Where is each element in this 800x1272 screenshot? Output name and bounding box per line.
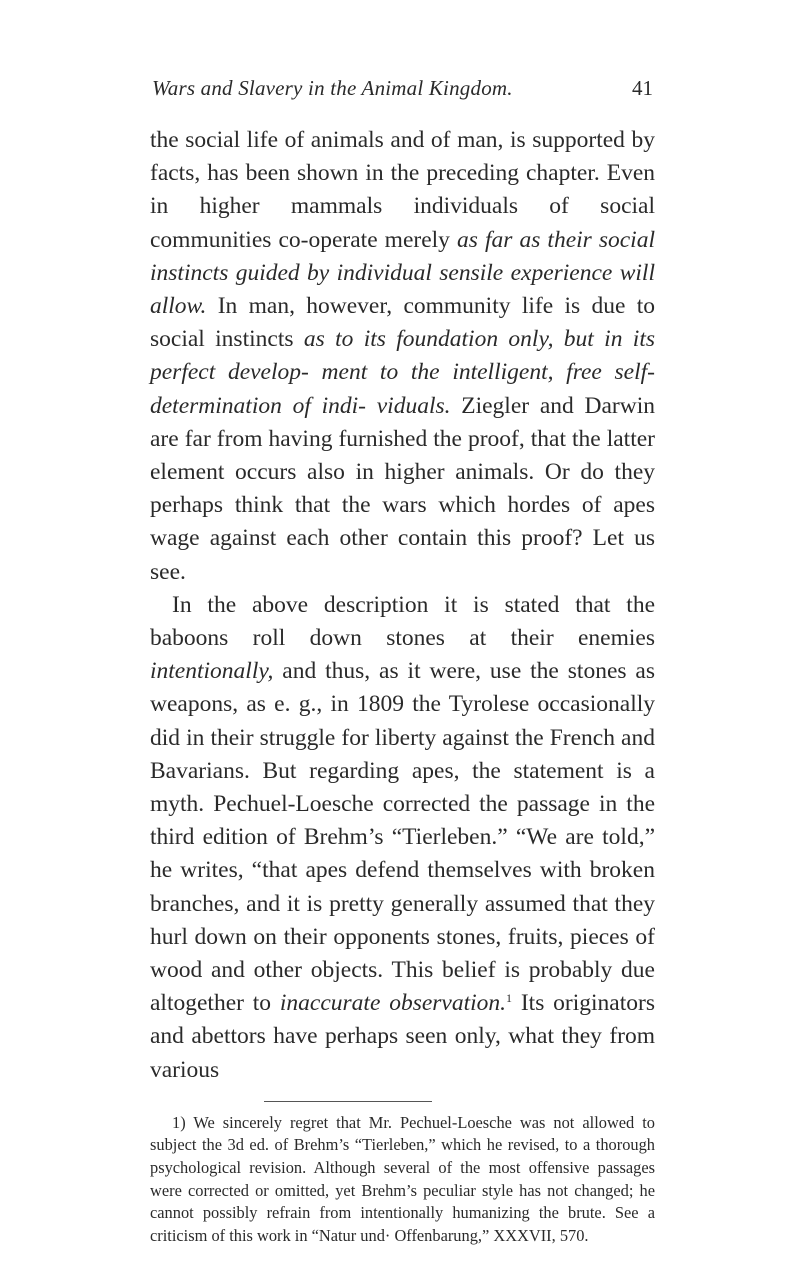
p1-text-2: In man, however, community life is due to social instincts (150, 293, 655, 353)
paragraph-2 (150, 589, 655, 1087)
p1-text-3: Ziegler and Darwin are far from having furnished the proof, that the latter element occurs also in higher animals. Or do they perhaps think that the wars which hordes of apes wage against each other contain this proof? Let us see. (150, 392, 655, 585)
body-text (150, 124, 655, 1087)
p1-italic-2: as to its foundation only, but in its perfect develop- ment to the intelligent, free self-determination of indi- viduals. (150, 326, 656, 419)
footnote-marker: 1) (172, 1112, 186, 1132)
p1-text-1: the social life of animals and of man, is supported by facts, has been shown in the preceding chapter. Even in higher mammals individuals of social communities co-operate merely (150, 127, 655, 253)
p2-italic-1: intentionally, (150, 658, 274, 685)
footnote-divider (264, 1101, 432, 1102)
p2-text-2: and thus, as it were, use the stones as weapons, as e. g., in 1809 the Tyrolese occasionally did in their struggle for liberty against the French and Bavarians. But regarding apes, the statement is a myth. Pechuel-Loesche corrected the passage in the third edition of Brehm’s “Tierleben.” “We are told,” he writes, “that apes defend themselves with broken branches, and it is pretty generally assumed that they hurl down on their opponents stones, fruits, pieces of wood and other objects. This belief is probably due altogether to (150, 658, 655, 1017)
p1-italic-1: as far as their social instincts guided by individual sensile experience will allow. (150, 226, 655, 320)
running-title: Wars and Slavery in the Animal Kingdom. (152, 76, 513, 100)
p2-text-1: In the above description it is stated that the baboons roll down stones at their enemies (150, 591, 655, 652)
p2-italic-2: inaccurate observation. (279, 990, 507, 1017)
page-number: 41 (632, 76, 653, 100)
running-head (150, 76, 655, 124)
book-page (150, 76, 655, 1264)
footnote-text: We sincerely regret that Mr. Pechuel-Loesche was not allowed to subject the 3d ed. of Brehm’s “Tierleben,” which he revised, to a thorough psychological revision. Although several of the most offensive passages were corrected or omitted, yet Brehm’s peculiar style has not changed; he cannot possibly refrain from intentionally humanizing the brute. See a criticism of this work in “Natur und· Offenbarung,” XXXVII, 570. (150, 1112, 655, 1245)
p2-text-3: Its originators and abettors have perhaps seen only, what they from various (150, 990, 655, 1083)
paragraph-1 (150, 124, 655, 589)
footnote (150, 1112, 655, 1248)
footnote-reference: 1 (506, 991, 513, 1006)
